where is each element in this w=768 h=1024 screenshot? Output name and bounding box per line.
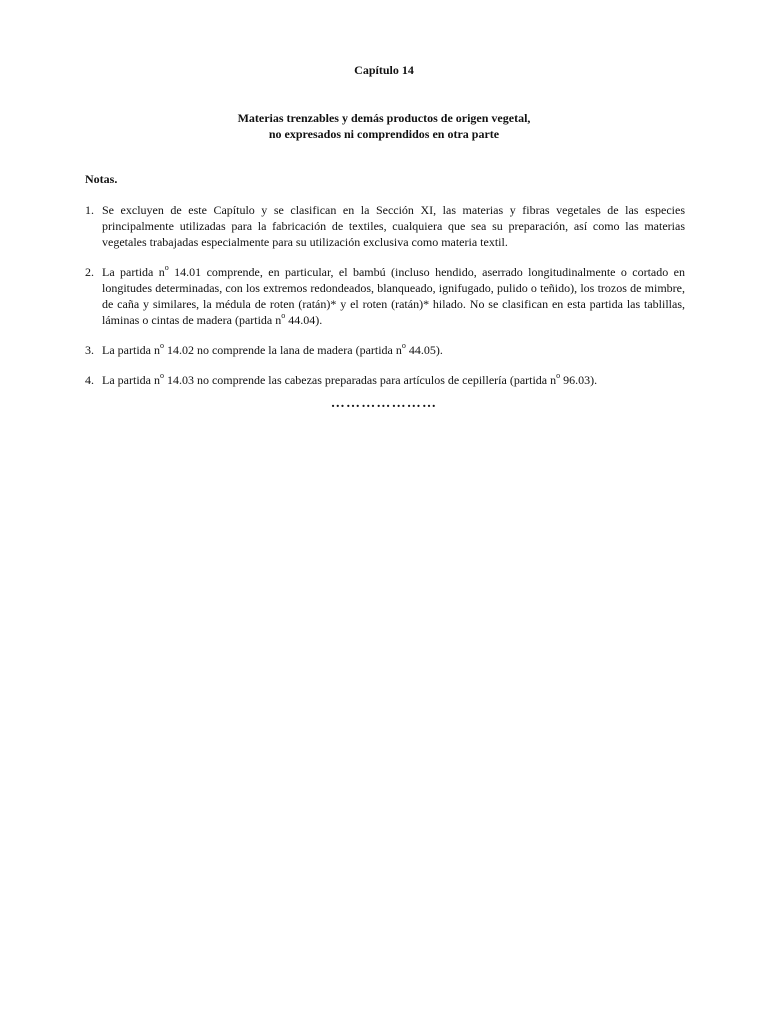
- note-item: [85, 372, 685, 388]
- superscript: o: [164, 263, 169, 272]
- end-of-chapter-marker: …………………: [330, 396, 438, 411]
- chapter-heading: Capítulo 14: [354, 63, 414, 77]
- superscript: o: [401, 341, 406, 350]
- chapter-title-line-1: Materias trenzables y demás productos de origen vegetal,: [237, 111, 531, 125]
- superscript: o: [556, 371, 561, 380]
- note-number: 3.: [85, 343, 94, 357]
- note-number: 2.: [85, 265, 94, 279]
- note-text: La partida $n^o$ 14.02 no comprende la lana de madera (partida $n^o$ 44.05).: [102, 341, 443, 357]
- notes-list: [85, 202, 685, 402]
- superscript: o: [159, 341, 164, 350]
- note-text: La partida $n^o$ 14.01 comprende, en particular, el bambú (incluso hendido, aserrado longitudinalmente o cortado en longitudes determinadas, con los extremos redondeados, blanqueado, ignifugado, pulido o teñido), los trozos de mimbre, de caña y similares, la médula de roten (ratán)* y el roten (ratán)* hilado. No se clasifican en esta partida las tablillas, láminas o cintas de madera (partida $n^o$ 44.04).: [102, 263, 685, 327]
- chapter-title: [0, 110, 768, 142]
- notes-heading: Notas.: [85, 172, 118, 186]
- note-text: La partida $n^o$ 14.03 no comprende las cabezas preparadas para artículos de cepillería (partida $n^o$ 96.03).: [102, 371, 598, 387]
- note-number: 1.: [85, 203, 94, 217]
- note-text: Se excluyen de este Capítulo y se clasifican en la Sección XI, las materias y fibras vegetales de las especies principalmente utilizadas para la fabricación de textiles, cualquiera que sea su preparación, así como las materias vegetales trabajadas especialmente para su utilización exclusiva como materia textil.: [102, 203, 685, 249]
- superscript: o: [281, 311, 286, 320]
- chapter-title-line-2: no expresados ni comprendidos en otra parte: [268, 127, 500, 141]
- superscript: o: [159, 371, 164, 380]
- note-item: [85, 342, 685, 358]
- note-item: [85, 264, 685, 328]
- note-item: [85, 202, 685, 250]
- note-number: 4.: [85, 373, 94, 387]
